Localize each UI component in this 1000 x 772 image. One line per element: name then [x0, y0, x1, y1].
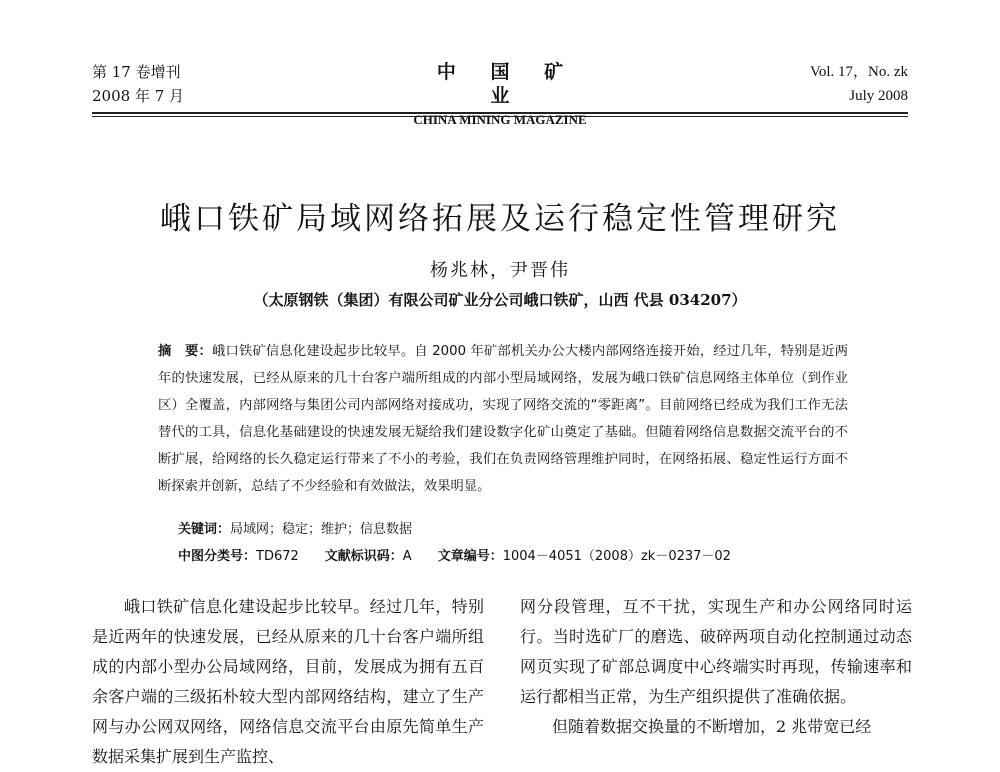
header-rule-thin — [92, 116, 908, 117]
article-title: 峨口铁矿局域网络拓展及运行稳定性管理研究 — [160, 201, 840, 237]
doccode-value: A — [402, 549, 412, 564]
body-paragraph: 网分段管理，互不干扰，实现生产和办公网络同时运行。当时选矿厂的磨选、破碎两项自动化控制通过动态网页实现了矿部总调度中心终端实时再现，传输速率和运行都相当正常，为生产组织提供了准确依据。 — [520, 597, 912, 706]
keywords-label: 关键词： — [178, 522, 231, 537]
clc-value: TD672 — [256, 549, 299, 564]
keywords-text: 局域网；稳定；维护；信息数据 — [230, 522, 413, 537]
articleno-value: 1004－4051（2008）zk－0237－02 — [502, 549, 731, 564]
articleno-label: 文章编号： — [437, 549, 503, 564]
abstract — [158, 338, 848, 500]
journal-name-en: CHINA MINING MAGAZINE — [413, 112, 587, 127]
journal-masthead — [400, 60, 600, 132]
body-column-right — [520, 592, 912, 742]
classification-line — [178, 547, 731, 567]
abstract-text: 峨口铁矿信息化建设起步比较早。自 2000 年矿部机关办公大楼内部网络连接开始，经过几年，特别是近两年的快速发展，已经从原来的几十台客户端所组成的内部小型局域网络，发展为峨口铁矿信息网络主体单位（到作业区）全覆盖，内部网络与集团公司内部网络对接成功，实现了网络交流的“零距离”。目前网络已经成为我们工作无法替代的工具，信息化基础建设的快速发展无疑给我们建设数字化矿山奠定了基础。但随着网络信息数据交流平台的不断扩展，给网络的长久稳定运行带来了不小的考验，我们在负责网络管理维护同时，在网络拓展、稳定性运行方面不断探索并创新，总结了不少经验和有效做法，效果明显。 — [158, 344, 849, 494]
header-rule-thick — [92, 112, 908, 114]
issue-info — [92, 60, 184, 108]
keywords-line — [178, 520, 412, 540]
issue-date: 2008 年 7 月 — [92, 87, 185, 105]
abstract-label: 摘 要： — [158, 344, 212, 359]
volume-info — [810, 60, 908, 108]
article-affiliation: （太原钢铁（集团）有限公司矿业分公司峨口铁矿，山西 代县 034207） — [253, 291, 747, 309]
doccode-label: 文献标识码： — [324, 549, 403, 564]
journal-name-cn: 中 国 矿 业 — [436, 61, 578, 107]
issue-volume: 第 17 卷增刊 — [92, 63, 181, 81]
body-paragraph: 峨口铁矿信息化建设起步比较早。经过几年，特别是近两年的快速发展，已经从原来的几十台客户端所组成的内部小型办公局域网络，目前，发展成为拥有五百余客户端的三级拓朴较大型内部网络结构，建立了生产网与办公网双网络，网络信息交流平台由原先简单生产数据采集扩展到生产监控、 — [92, 597, 484, 766]
body-paragraph: 但随着数据交换量的不断增加，2 兆带宽已经 — [552, 717, 872, 736]
article-authors: 杨兆林，尹晋伟 — [430, 260, 570, 281]
volume-number: Vol. 17，No. zk — [809, 64, 908, 80]
body-column-left — [92, 592, 484, 772]
volume-date: July 2008 — [849, 88, 908, 104]
clc-label: 中图分类号： — [178, 549, 257, 564]
